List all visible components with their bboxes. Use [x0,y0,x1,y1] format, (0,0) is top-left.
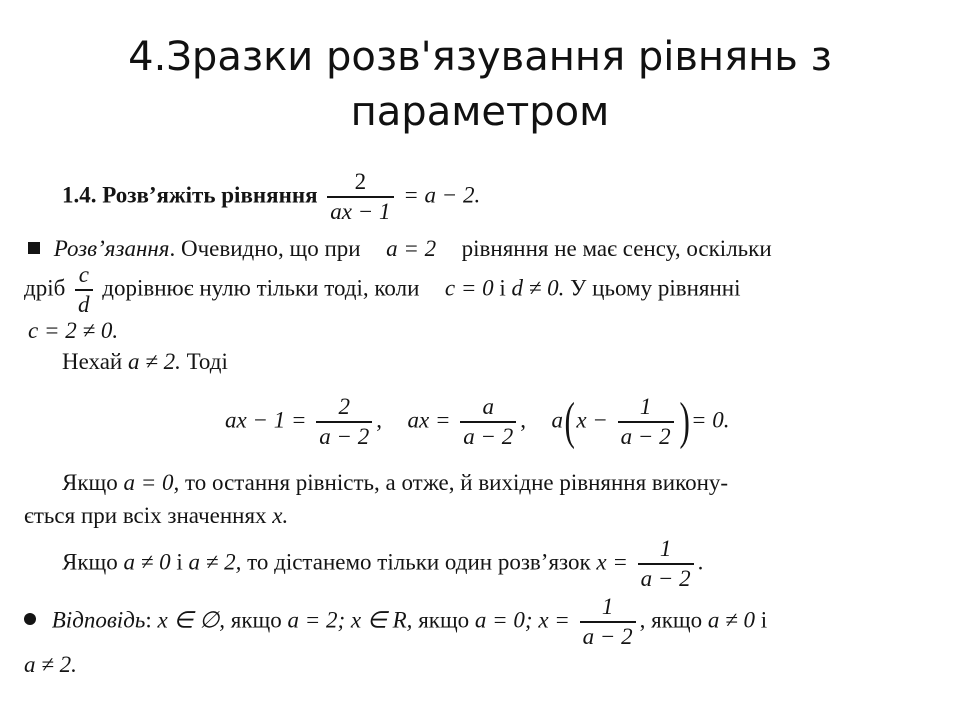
slide-title: 4.Зразки розв'язування рівнянь з параметром [128,34,832,135]
fraction-denominator: a − 2 [582,624,633,650]
case-nonzero-a: Якщо [62,549,118,575]
answer-p2: якщо [230,607,282,633]
case-nonzero-c: і [176,549,183,575]
eq3-fraction [618,395,674,449]
eq2-end: , [520,407,527,433]
fraction-numerator: 2 [327,170,393,198]
problem-rhs: = a − 2. [403,182,481,208]
fraction-denominator: a − 2 [640,566,691,592]
open-paren: ( [564,393,575,451]
solution-text-2c: c = 0 [444,275,494,301]
case-zero-d: ється при всіх значеннях [24,503,267,528]
answer-colon: : [145,607,152,633]
case-zero-a: Якщо [62,470,118,495]
fraction-numerator: 1 [580,595,636,623]
case-zero-line-2 [24,503,288,529]
cd-fraction [75,263,93,317]
fraction-numerator: 2 [316,395,372,423]
case-nonzero-fraction [638,537,694,591]
eq2-lhs: ax = [407,407,451,433]
solution-text-1c: рівняння не має сенсу, оскільки [461,236,772,261]
problem-text: Розв’яжіть рівняння [102,182,318,208]
eq1-fraction [316,395,372,449]
solution-line-4 [62,349,228,375]
answer-p8: , [639,607,646,633]
solution-line-3: c = 2 ≠ 0. [28,318,119,343]
fraction-numerator: 1 [638,537,694,565]
problem-fraction [327,170,393,224]
square-bullet-icon [28,242,40,254]
solution-text-4c: Тоді [186,349,228,374]
answer-p10: a ≠ 0 [707,607,755,633]
case-zero-c: то остання рівність, а отже, й вихідне рівняння викону- [185,470,729,495]
solution-text-4b: a ≠ 2. [127,349,181,374]
fraction-denominator: a − 2 [620,424,671,450]
eq3-a: a [551,407,564,433]
case-nonzero-e: то дістанемо тільки один розв’язок [247,549,591,575]
answer-last-line: a ≠ 2. [24,652,77,677]
fraction-denominator: d [78,292,90,318]
eq3-x: x − [576,407,608,433]
fraction-numerator: a [460,395,516,423]
case-nonzero-g: . [697,549,704,575]
answer-line [24,595,767,649]
answer-p5: якщо [418,607,470,633]
case-nonzero-line [62,537,703,591]
fraction-numerator: 1 [618,395,674,423]
round-bullet-icon [24,613,36,625]
problem-number: 1.4. [62,182,97,208]
answer-p7: x = [538,607,570,633]
solution-text-1a: . Очевидно, що при [169,236,361,261]
solution-text-2f: У цьому рівнянні [570,275,741,301]
fraction-numerator: c [75,263,93,291]
answer-p11: і [760,607,768,633]
fraction-denominator: ax − 1 [330,199,391,225]
solution-label: Розв’язання [53,236,170,261]
solution-line-1 [28,236,772,262]
answer-fraction [580,595,636,649]
solution-text-2a: дріб [24,275,66,301]
fraction-denominator: a − 2 [463,424,514,450]
solution-text-1b: a = 2 [386,236,437,261]
answer-label: Відповідь [51,607,146,633]
solution-text-2d: і [499,275,506,301]
case-nonzero-b: a ≠ 0 [123,549,171,575]
fraction-denominator: a − 2 [319,424,370,450]
solution-text-2e: d ≠ 0. [511,275,565,301]
eq2-fraction [460,395,516,449]
answer-p4: x ∈ R, [350,607,413,633]
solution-line-2 [24,263,740,317]
close-paren: ) [679,393,690,451]
answer-p1: x ∈ ∅, [157,607,225,633]
solution-text-2b: дорівнює нулю тільки тоді, коли [102,275,420,301]
answer-p6: a = 0; [474,607,533,633]
equations-line [225,395,730,449]
case-nonzero-f: x = [596,549,628,575]
answer-p3: a = 2; [287,607,346,633]
case-zero-b: a = 0, [123,470,180,495]
answer-p9: якщо [651,607,703,633]
eq1-lhs: ax − 1 = [225,407,307,433]
eq3-end: = 0. [690,407,730,433]
case-zero-e: x. [272,503,289,528]
case-zero-line-1 [62,470,728,496]
problem-line [62,170,480,224]
eq1-end: , [376,407,383,433]
case-nonzero-d: a ≠ 2, [188,549,242,575]
solution-text-4a: Нехай [62,349,123,374]
